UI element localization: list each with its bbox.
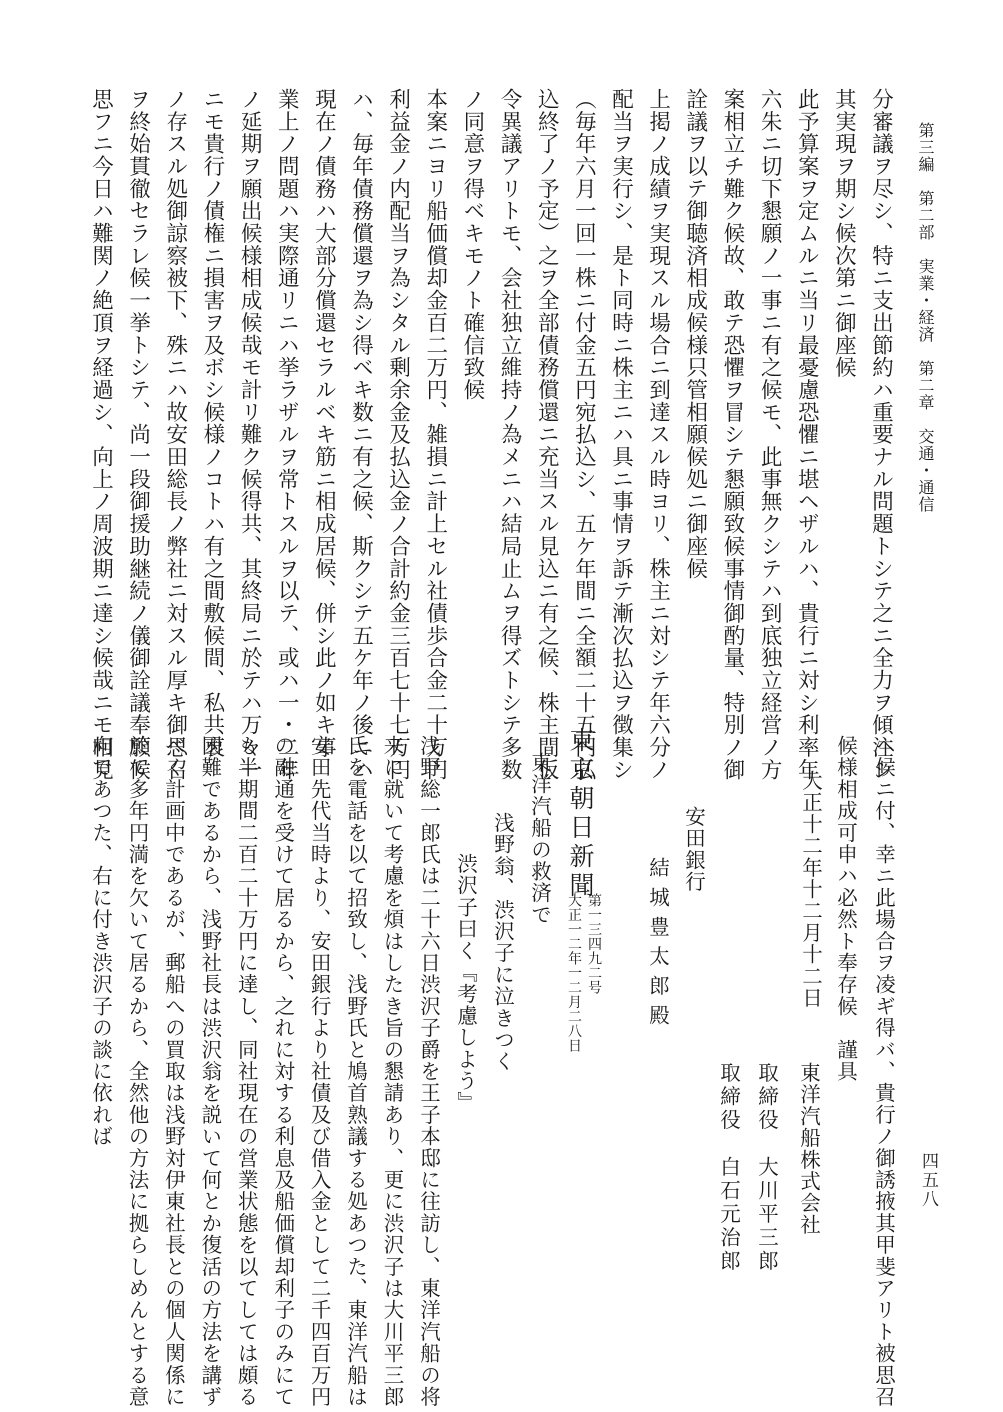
- sender-company: 東洋汽船株式会社: [796, 1062, 821, 1236]
- letter-column: 利益金ノ内配当ヲ為シタル剰余金及払込金ノ合計約金三百七十七万円: [385, 88, 411, 781]
- letter-column: ニモ貴行ノ債権ニ損害ヲ及ボシ候様ノコトハ有之間敷候間、私共衷: [199, 88, 225, 759]
- letter-column: ノ存スル処御諒察被下、殊ニハ故安田総長ノ弊社ニ対スル厚キ御思召: [162, 88, 188, 781]
- letter-column: 案相立チ難ク候故、敢テ恐懼ヲ冒シテ懇願致候事情御酌量、特別ノ御: [719, 88, 745, 781]
- page-number: 四五八: [918, 1152, 938, 1209]
- letter-column: 業上ノ問題ハ実際通リニハ挙ラザルヲ常トスルヲ以テ、或ハ一・二年: [274, 88, 300, 781]
- article-headline: 渋沢子曰く『考慮しよう』: [453, 853, 478, 1114]
- letter-column: 配当ヲ実行シ、是ト同時ニ株主ニハ具ニ事情ヲ訴テ漸次払込ヲ徴集シ: [608, 88, 634, 781]
- letter-column: 分審議ヲ尽シ、特ニ支出節約ハ重要ナル問題トシテ之ニ全力ヲ傾注シ: [868, 88, 894, 781]
- article-column: 於て多年円満を欠いて居るから、全然他の方法に拠らしめんとする意: [124, 735, 149, 1408]
- article-headline: 東洋汽船の救済で: [527, 752, 552, 926]
- letter-column: 此予算案ヲ定ムルニ当リ最憂慮恐懼ニ堪ヘザルハ、貴行ニ対シ利率年: [794, 88, 820, 781]
- article-headline: 浅野翁、渋沢子に泣きつく: [490, 812, 515, 1073]
- letter-column: 六朱ニ切下懇願ノ一事ニ有之候モ、此事無クシテハ到底独立経営ノ方: [757, 88, 783, 781]
- letter-column: 現在ノ債務ハ大部分償還セラルベキ筋ニ相成居候、併シ此ノ如キ事: [311, 88, 337, 759]
- article-column: 氏を電話を以て招致し、浅野氏と鳩首熟議する処あつた、東洋汽船は: [343, 735, 368, 1408]
- letter-column: 詮議ヲ以テ御聴済相成候様只管相願候処ニ御座候: [682, 88, 708, 580]
- letter-close-line: 候様相成可申ハ必然ト奉存候 謹具: [833, 735, 858, 1083]
- letter-column: （毎年六月一回一株ニ付金五円宛払込シ、五ケ年間ニ全額二十五円払: [571, 88, 597, 781]
- letter-date: 大正十二年十二月十二日: [798, 770, 823, 1009]
- article-column: 安田先代当時より、安田銀行より社債及び借入金として二千四百万円: [307, 735, 332, 1408]
- article-column: 困難であるから、浅野社長は渋沢翁を説いて何とか復活の方法を講ず: [197, 735, 222, 1408]
- letter-column: ノ延期ヲ願出候様相成候哉モ計リ難ク候得共、其終局ニ於テハ万々一: [237, 88, 263, 781]
- letter-column: 込終了ノ予定）之ヲ全部債務償還ニ充当スル見込ニ有之候、株主間仮: [534, 88, 560, 781]
- addressee-bank: 安田銀行: [681, 806, 706, 893]
- letter-column: 上掲ノ成績ヲ実現スル場合ニ到達スル時ヨリ、株主ニ対シテ年六分ノ: [645, 88, 671, 781]
- article-column: 来に就いて考慮を煩はしたき旨の懇請あり、更に渋沢子は大川平三郎: [380, 735, 405, 1408]
- letter-column: ヲ終始貫徹セラレ候一挙トシテ、尚一段御援助継続ノ儀御詮議奉願候: [125, 88, 151, 781]
- letter-close-line: ヘ候ニ付、幸ニ此場合ヲ凌ギ得バ、貴行ノ御誘掖其甲斐アリト被思召: [871, 735, 896, 1408]
- letter-column: ノ同意ヲ得ベキモノト確信致候: [459, 88, 485, 401]
- sender-signature: 取締役 大川平三郎: [754, 1062, 779, 1274]
- letter-column: 其実現ヲ期シ候次第ニ御座候: [831, 88, 857, 379]
- issue-date: 大正一二年一二月二八日: [566, 893, 582, 1053]
- letter-column: ハ、毎年債務償還ヲ為シ得ベキ数ニ有之候、斯クシテ五ケ年ノ後ニハ: [348, 88, 374, 781]
- running-head: 第三編 第二部 実業・経済 第二章 交通・通信: [916, 122, 935, 513]
- article-column: の融通を受けて居るから、之れに対する利息及船価償却利子のみにて: [270, 735, 295, 1408]
- sender-signature: 取締役 白石元治郎: [716, 1062, 741, 1274]
- newspaper-name: 東京朝日新聞: [566, 727, 595, 901]
- letter-column: 思フニ今日ハ難関ノ絶頂ヲ経過シ、向上ノ周波期ニ達シ候哉ニモ相見: [88, 88, 114, 781]
- article-column: べく計画中であるが、郵船への買取は浅野対伊東社長との個人関係に: [161, 735, 186, 1408]
- article-column: 浅野総一郎氏は二十六日渋沢子爵を王子本邸に往訪し、東洋汽船の将: [416, 735, 441, 1408]
- issue-number: 第一三四九二号: [586, 893, 602, 995]
- letter-column: 令異議アリトモ、会社独立維持ノ為メニハ結局止ムヲ得ズトシテ多数: [497, 88, 523, 781]
- article-column: 向であつた、右に付き渋沢子の談に依れば: [88, 735, 113, 1148]
- letter-column: 本案ニヨリ船価償却金百二万円、雑損ニ計上セル社債歩合金二十万円: [422, 88, 448, 781]
- article-column: も半期間二百二十万円に達し、同社現在の営業状態を以てしては頗る: [234, 735, 259, 1408]
- addressee-name: 結城豊太郎殿: [645, 857, 670, 1034]
